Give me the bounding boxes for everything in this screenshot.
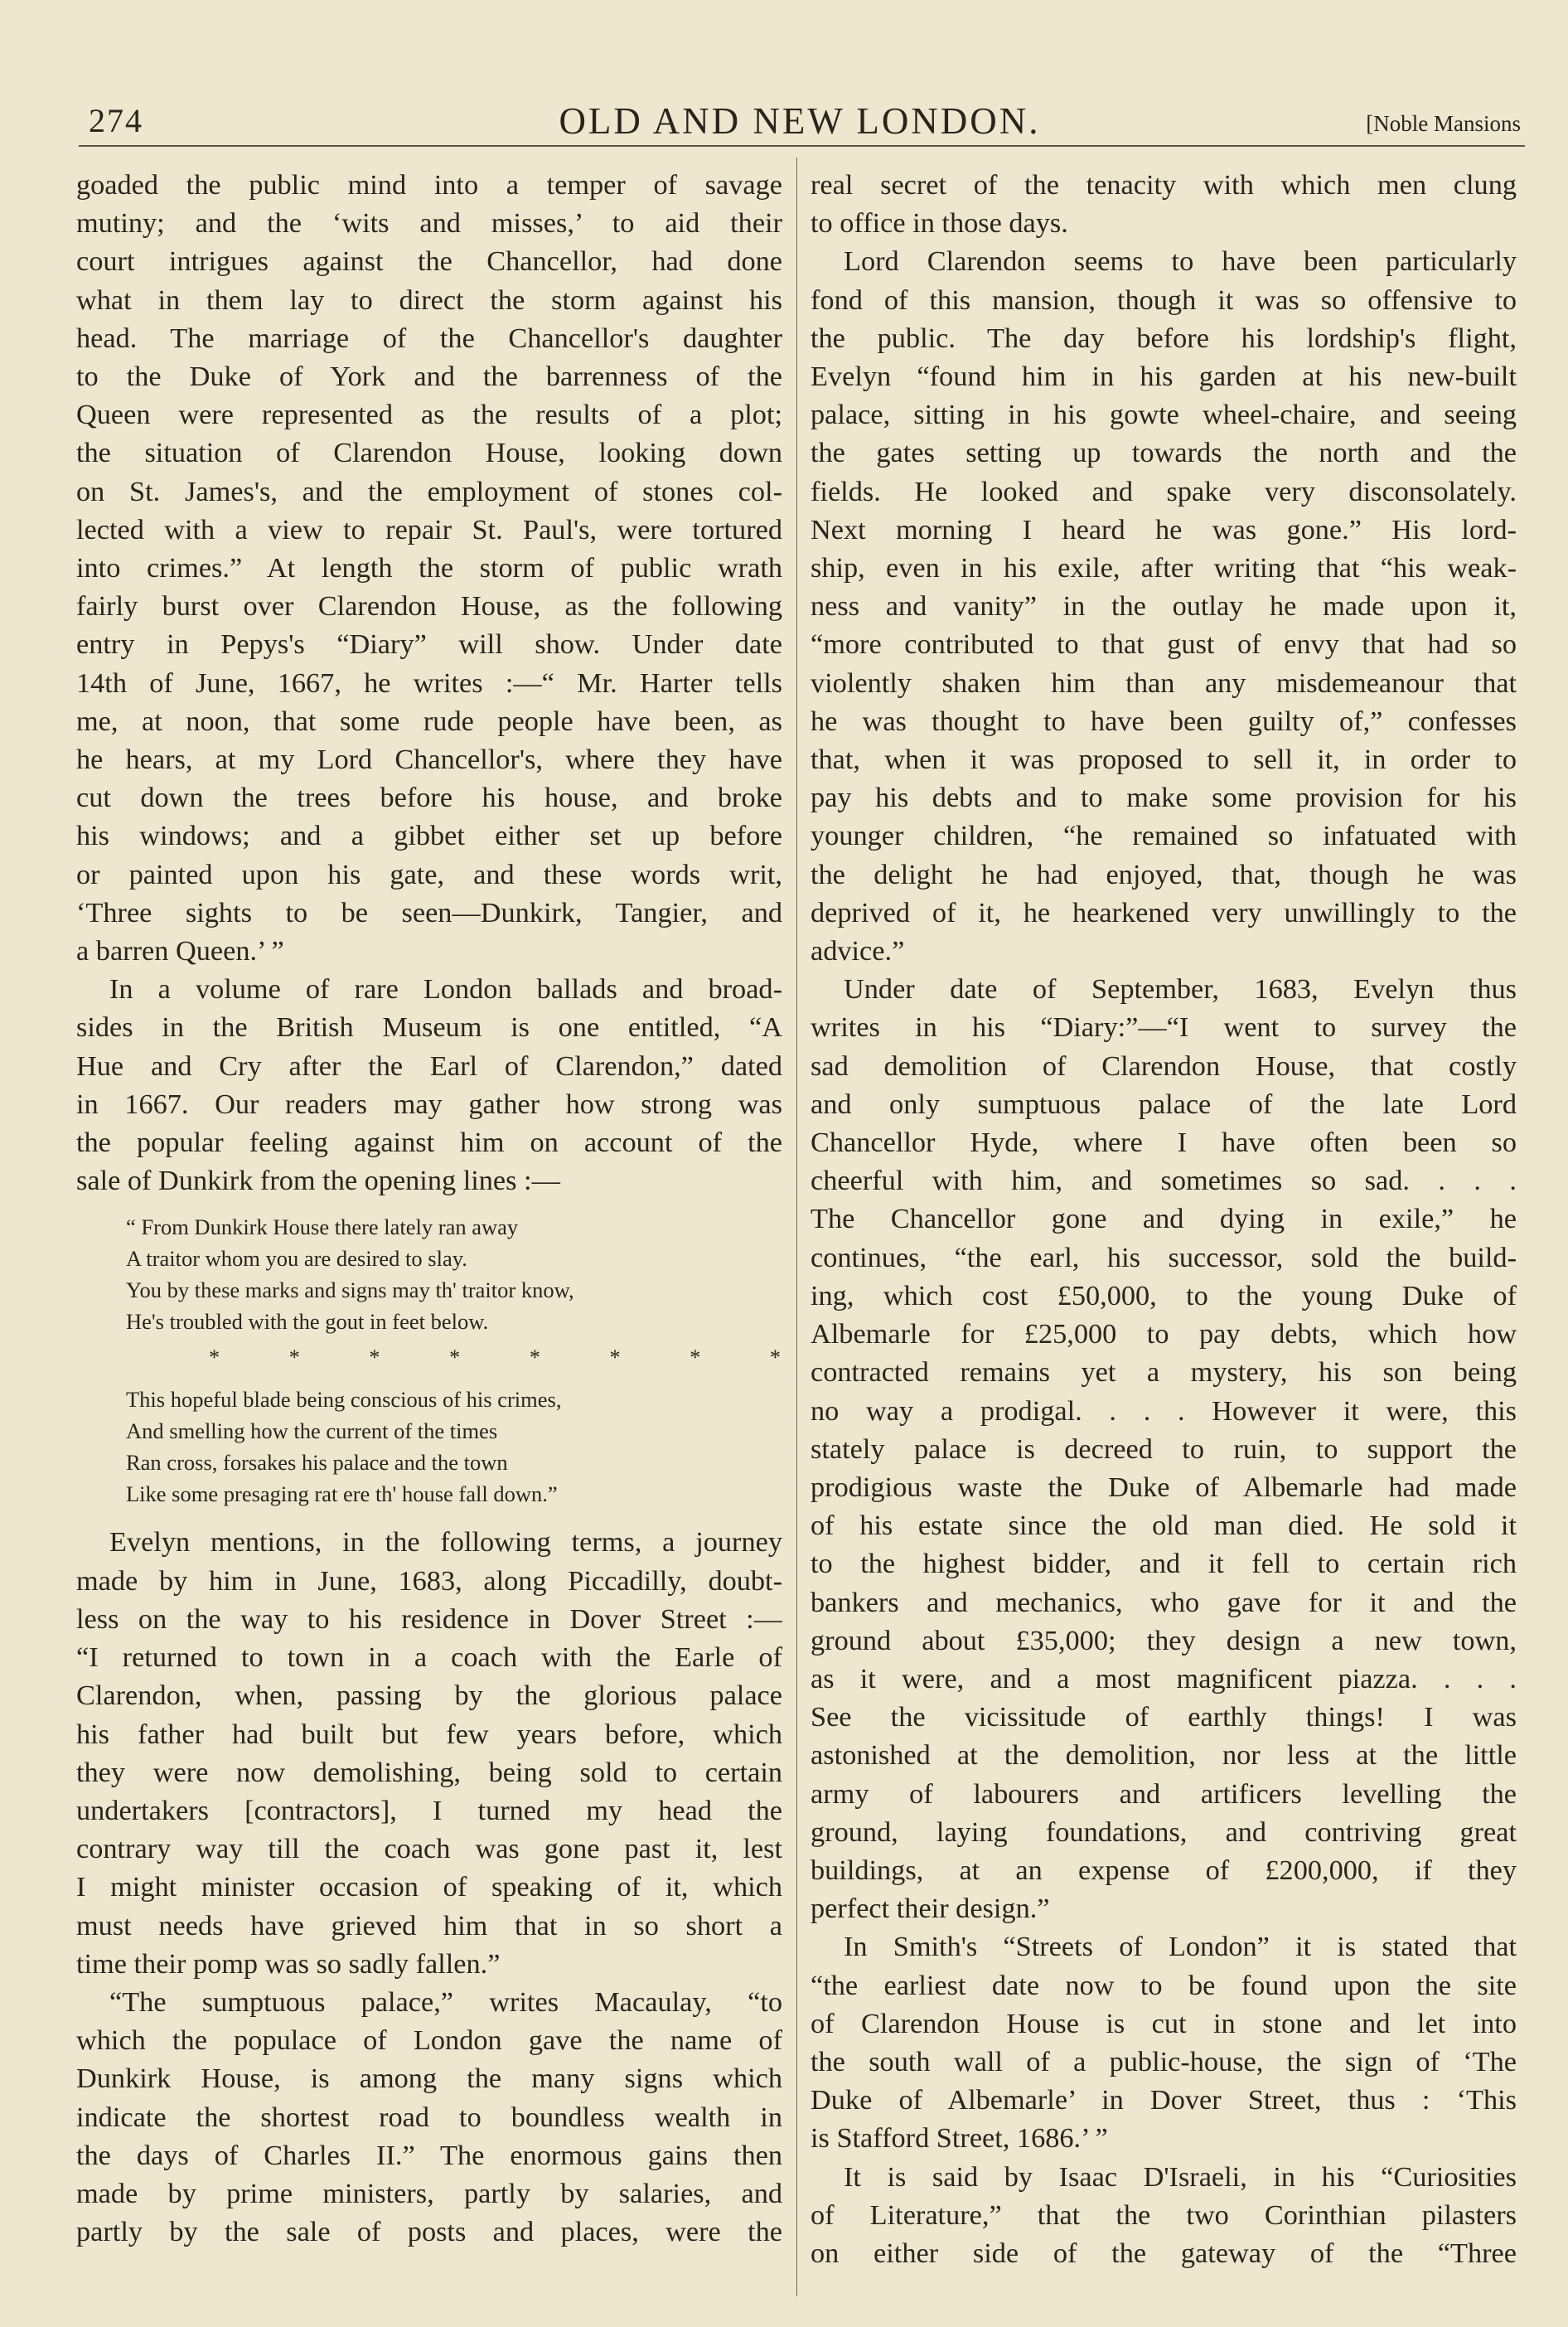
- text-line: made by prime ministers, partly by salaries, and: [76, 2177, 782, 2209]
- text-line: his father had built but few years before, which: [76, 1718, 782, 1750]
- text-line: fond of this mansion, though it was so offensive to: [811, 284, 1517, 316]
- text-line: Albemarle for £25,000 to pay debts, which how: [811, 1318, 1517, 1350]
- text-line: the days of Charles II.” The enormous gains then: [76, 2139, 782, 2171]
- paragraph: [811, 166, 1517, 242]
- text-line: advice.”: [811, 935, 905, 967]
- text-line: partly by the sale of posts and places, were the: [76, 2216, 782, 2248]
- text-line: entry in Pepys's “Diary” will show. Under date: [76, 628, 782, 661]
- star: *: [609, 1345, 621, 1370]
- text-line: real secret of the tenacity with which men clung: [811, 169, 1517, 201]
- text-line: sale of Dunkirk from the opening lines :—: [76, 1165, 560, 1197]
- section-title: [Noble Mansions: [1366, 111, 1521, 136]
- text-line: that, when it was proposed to sell it, in order to: [811, 744, 1517, 776]
- text-line: astonished at the demolition, nor less at the little: [811, 1739, 1517, 1772]
- text-line: contrary way till the coach was gone past it, lest: [76, 1833, 782, 1865]
- text-line: as it were, and a most magnificent piazza. . . .: [811, 1662, 1517, 1694]
- text-line: I might minister occasion of speaking of it, which: [76, 1871, 782, 1903]
- text-line: In Smith's “Streets of London” it is stated that: [844, 1931, 1517, 1963]
- text-line: writes in his “Diary:”—“I went to survey the: [811, 1011, 1517, 1044]
- text-line: It is said by Isaac D'Israeli, in his “Curiosities: [844, 2160, 1517, 2193]
- text-line: ship, even in his exile, after writing that “his weak-: [811, 552, 1517, 584]
- verse-stanza: [126, 1211, 782, 1337]
- text-line: the popular feeling against him on account of the: [76, 1127, 782, 1159]
- star: *: [369, 1345, 380, 1370]
- text-line: which the populace of London gave the name of: [76, 2024, 782, 2057]
- text-line: Dunkirk House, is among the many signs which: [76, 2063, 782, 2095]
- text-line: stately palace is decreed to ruin, to support the: [811, 1433, 1517, 1465]
- text-line: what in them lay to direct the storm against his: [76, 284, 782, 316]
- text-line: a barren Queen.’ ”: [76, 935, 284, 967]
- verse-line: “ From Dunkirk House there lately ran away: [126, 1214, 519, 1240]
- running-title: OLD AND NEW LONDON.: [559, 100, 1041, 142]
- text-line: on St. James's, and the employment of stones col-: [76, 475, 782, 507]
- text-line: “The sumptuous palace,” writes Macaulay, “to: [109, 1985, 782, 2018]
- star: *: [690, 1345, 701, 1370]
- text-line: violently shaken him than any misdemeanour that: [811, 667, 1517, 699]
- verse-line: This hopeful blade being conscious of his crimes,: [126, 1387, 562, 1413]
- star: *: [529, 1345, 540, 1370]
- text-line: palace, sitting in his gowte wheel-chaire, and seeing: [811, 399, 1517, 431]
- right-column: [811, 166, 1517, 2288]
- text-line: is Stafford Street, 1686.’ ”: [811, 2122, 1108, 2155]
- text-line: time their pomp was so sadly fallen.”: [76, 1947, 501, 1980]
- text-line: prodigious waste the Duke of Albemarle had made: [811, 1471, 1517, 1503]
- text-line: they were now demolishing, being sold to certain: [76, 1756, 782, 1788]
- text-line: sides in the British Museum is one entitled, “A: [76, 1011, 782, 1044]
- text-line: fields. He looked and spake very disconsolately.: [811, 475, 1517, 507]
- text-line: undertakers [contractors], I turned my head the: [76, 1794, 782, 1826]
- text-line: “the earliest date now to be found upon the site: [811, 1969, 1517, 2001]
- text-line: The Chancellor gone and dying in exile,” he: [811, 1203, 1517, 1235]
- header-rule: [79, 145, 1525, 147]
- left-column: [76, 166, 782, 2288]
- text-line: to the Duke of York and the barrenness of the: [76, 361, 782, 393]
- verse-line: You by these marks and signs may th' traitor know,: [126, 1277, 574, 1303]
- text-line: ground about £35,000; they design a new town,: [811, 1624, 1517, 1656]
- column-divider: [796, 158, 797, 2296]
- text-line: to office in those days.: [811, 207, 1068, 240]
- text-line: the gates setting up towards the north and the: [811, 437, 1517, 469]
- text-line: indicate the shortest road to boundless wealth in: [76, 2101, 782, 2133]
- text-line: contracted remains yet a mystery, his son being: [811, 1356, 1517, 1389]
- text-line: Queen were represented as the results of a plot;: [76, 399, 782, 431]
- verse-quotation: [126, 1211, 782, 1510]
- star: *: [449, 1345, 461, 1370]
- text-line: to the highest bidder, and it fell to certain rich: [811, 1548, 1517, 1580]
- paragraph: [811, 970, 1517, 1927]
- text-line: fairly burst over Clarendon House, as the following: [76, 590, 782, 623]
- ornamental-stars: [209, 1342, 781, 1374]
- text-line: continues, “the earl, his successor, sold the build-: [811, 1241, 1517, 1273]
- page-number: 274: [89, 102, 143, 139]
- star: *: [209, 1345, 220, 1370]
- text-line: pay his debts and to make some provision for his: [811, 782, 1517, 814]
- star: *: [769, 1345, 781, 1370]
- text-line: the south wall of a public-house, the sign of ‘The: [811, 2045, 1517, 2077]
- text-line: Under date of September, 1683, Evelyn thus: [844, 973, 1517, 1006]
- paragraph: [76, 970, 782, 1200]
- text-line: cut down the trees before his house, and broke: [76, 782, 782, 814]
- verse-line: And smelling how the current of the times: [126, 1418, 498, 1444]
- text-line: of his estate since the old man died. He sold it: [811, 1510, 1517, 1542]
- text-line: ing, which cost £50,000, to the young Duke of: [811, 1279, 1517, 1311]
- text-line: on either side of the gateway of the “Three: [811, 2237, 1517, 2269]
- text-line: the delight he had enjoyed, that, though he was: [811, 858, 1517, 890]
- text-line: 14th of June, 1667, he writes :—“ Mr. Harter tells: [76, 667, 782, 699]
- text-line: cheerful with him, and sometimes so sad. . . .: [811, 1165, 1517, 1197]
- text-line: “more contributed to that gust of envy that had so: [811, 628, 1517, 661]
- paragraph: [811, 2158, 1517, 2273]
- text-line: me, at noon, that some rude people have been, as: [76, 705, 782, 737]
- text-line: Evelyn mentions, in the following terms, a journey: [109, 1526, 782, 1559]
- text-line: of Literature,” that the two Corinthian pilasters: [811, 2199, 1517, 2231]
- text-line: no way a prodigal. . . . However it were, this: [811, 1394, 1517, 1427]
- text-line: younger children, “he remained so infatuated with: [811, 820, 1517, 852]
- star: *: [288, 1345, 300, 1370]
- verse-line: A traitor whom you are desired to slay.: [126, 1246, 467, 1272]
- text-line: perfect their design.”: [811, 1893, 1050, 1925]
- paragraph: [811, 1927, 1517, 2157]
- text-line: he was thought to have been guilty of,” confesses: [811, 705, 1517, 737]
- text-line: into crimes.” At length the storm of public wrath: [76, 552, 782, 584]
- text-line: Chancellor Hyde, where I have often been so: [811, 1127, 1517, 1159]
- text-line: made by him in June, 1683, along Piccadilly, doubt-: [76, 1564, 782, 1597]
- text-line: army of labourers and artificers levelling the: [811, 1777, 1517, 1810]
- text-line: deprived of it, he hearkened very unwillingly to the: [811, 896, 1517, 928]
- text-line: he hears, at my Lord Chancellor's, where they have: [76, 744, 782, 776]
- text-line: Clarendon, when, passing by the glorious palace: [76, 1680, 782, 1712]
- text-line: bankers and mechanics, who gave for it and the: [811, 1586, 1517, 1618]
- text-line: or painted upon his gate, and these words writ,: [76, 858, 782, 890]
- text-line: “I returned to town in a coach with the Earle of: [76, 1641, 782, 1674]
- paragraph: [76, 166, 782, 970]
- text-line: ness and vanity” in the outlay he made upon it,: [811, 590, 1517, 623]
- text-line: mutiny; and the ‘wits and misses,’ to aid their: [76, 207, 782, 240]
- text-line: goaded the public mind into a temper of savage: [76, 169, 782, 201]
- text-line: In a volume of rare London ballads and broad-: [109, 973, 782, 1006]
- text-line: lected with a view to repair St. Paul's, were tortured: [76, 513, 782, 545]
- text-line: Lord Clarendon seems to have been particularly: [844, 245, 1517, 278]
- text-line: in 1667. Our readers may gather how strong was: [76, 1088, 782, 1120]
- text-line: less on the way to his residence in Dover Street :—: [76, 1602, 782, 1635]
- verse-stanza: [126, 1384, 782, 1510]
- verse-line: He's troubled with the gout in feet below.: [126, 1309, 489, 1335]
- text-line: his windows; and a gibbet either set up before: [76, 820, 782, 852]
- text-line: and only sumptuous palace of the late Lord: [811, 1088, 1517, 1120]
- text-line: court intrigues against the Chancellor, had done: [76, 245, 782, 278]
- text-line: See the vicissitude of earthly things! I was: [811, 1701, 1517, 1733]
- paragraph: [811, 242, 1517, 970]
- text-line: sad demolition of Clarendon House, that costly: [811, 1050, 1517, 1082]
- paragraph: [76, 1523, 782, 1982]
- text-line: Evelyn “found him in his garden at his new-built: [811, 361, 1517, 393]
- paragraph: [76, 1983, 782, 2251]
- running-header: [79, 93, 1521, 151]
- text-line: of Clarendon House is cut in stone and let into: [811, 2007, 1517, 2039]
- verse-line: Ran cross, forsakes his palace and the town: [126, 1450, 508, 1476]
- text-line: head. The marriage of the Chancellor's daughter: [76, 322, 782, 354]
- verse-line: Like some presaging rat ere th' house fall down.”: [126, 1481, 558, 1507]
- text-line: Duke of Albemarle’ in Dover Street, thus : ‘This: [811, 2084, 1517, 2116]
- text-line: Next morning I heard he was gone.” His lord-: [811, 513, 1517, 545]
- text-line: the public. The day before his lordship's flight,: [811, 322, 1517, 354]
- text-line: must needs have grieved him that in so short a: [76, 1909, 782, 1942]
- text-line: Hue and Cry after the Earl of Clarendon,” dated: [76, 1050, 782, 1082]
- text-line: ground, laying foundations, and contriving great: [811, 1816, 1517, 1848]
- text-line: ‘Three sights to be seen—Dunkirk, Tangier, and: [76, 896, 782, 928]
- text-line: buildings, at an expense of £200,000, if they: [811, 1854, 1517, 1886]
- text-line: the situation of Clarendon House, looking down: [76, 437, 782, 469]
